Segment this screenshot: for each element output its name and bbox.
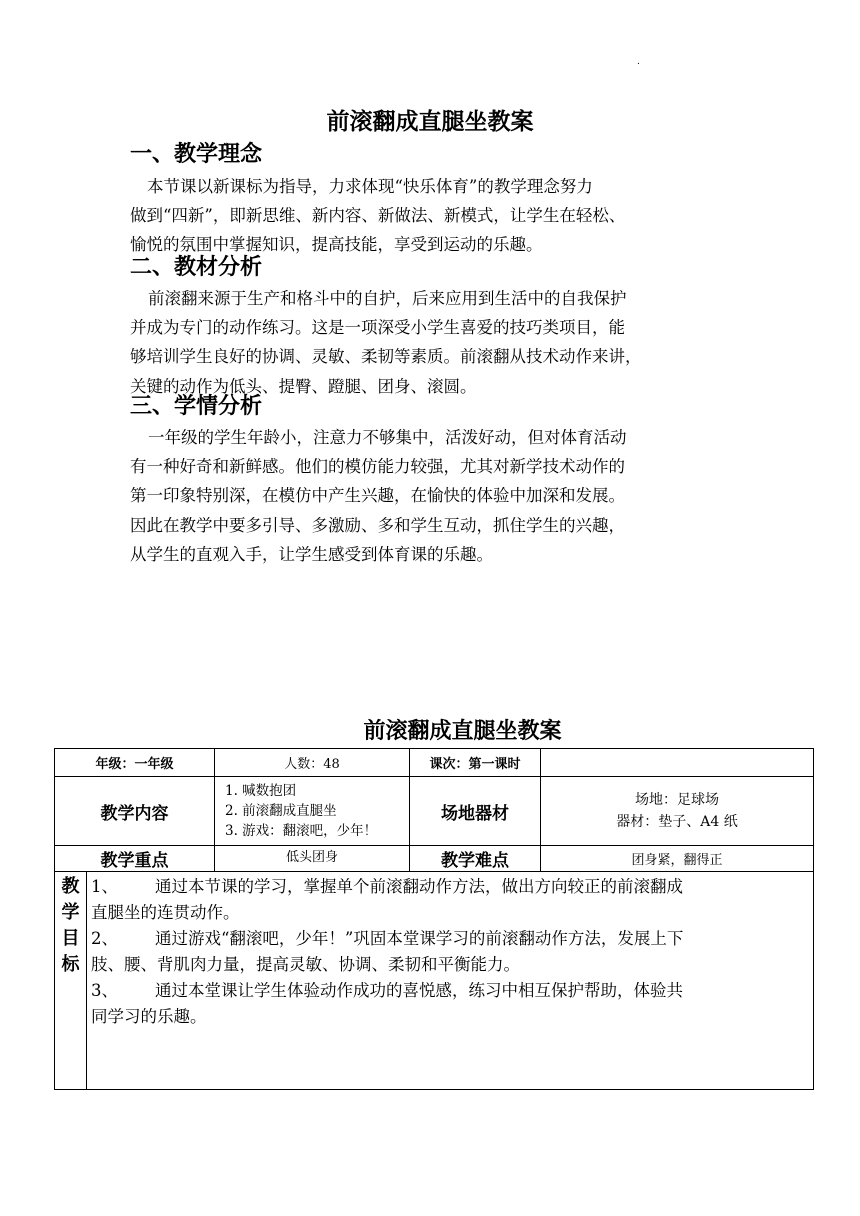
goal-item <box>91 978 809 1030</box>
content-list <box>215 777 410 846</box>
paragraph-line: 愉悦的氛围中掌握知识，提高技能，享受到运动的乐趣。 <box>130 235 543 255</box>
section-body-material <box>130 284 736 401</box>
table-row <box>55 777 814 846</box>
section-heading-material: 二、教材分析 <box>130 255 263 280</box>
table-row <box>55 872 814 1090</box>
venue-label: 场地器材 <box>410 777 541 846</box>
goal-text: 通过本堂课让学生体验动作成功的喜悦感，练习中相互保护帮助，体验共 <box>155 981 683 1000</box>
paragraph-line: 关键的动作为低头、提臀、蹬腿、团身、滚圆。 <box>130 376 477 396</box>
goal-text-continued: 直腿坐的连贯动作。 <box>91 903 240 922</box>
section-body-students <box>130 423 736 569</box>
paragraph-line: 前滚翻来源于生产和格斗中的自护，后来应用到生活中的自我保护 <box>148 289 627 308</box>
grade-cell: 年级：一年级 <box>55 749 215 777</box>
corner-dot: . <box>637 57 640 67</box>
paragraph-line: 做到“四新”，即新思维、新内容、新做法、新模式，让学生在轻松、 <box>130 206 626 226</box>
goal-text-continued: 肢、腰、背肌肉力量，提高灵敏、协调、柔韧和平衡能力。 <box>91 955 520 974</box>
venue-place: 场地：足球场 <box>635 792 720 808</box>
list-item: 2. 前滚翻成直腿坐 <box>225 803 337 819</box>
lesson-plan-table <box>54 748 814 1090</box>
goal-item <box>91 926 809 978</box>
goal-number: 3、 <box>91 981 118 1000</box>
difficulty-label: 教学难点 <box>410 846 541 872</box>
lesson-cell: 课次：第一课时 <box>410 749 541 777</box>
paragraph-line: 一年级的学生年龄小，注意力不够集中，活泼好动，但对体育活动 <box>148 428 627 447</box>
key-point-label: 教学重点 <box>55 846 215 872</box>
empty-cell <box>541 749 814 777</box>
paragraph-line: 第一印象特别深，在模仿中产生兴趣，在愉快的体验中加深和发展。 <box>130 486 625 506</box>
goals-label-char: 教 <box>61 876 80 897</box>
goal-text-continued: 同学习的乐趣。 <box>91 1007 207 1026</box>
goal-text: 通过本节课的学习，掌握单个前滚翻动作方法，做出方向较正的前滚翻成 <box>155 877 683 896</box>
goals-cell <box>87 872 814 1090</box>
difficulty-value: 团身紧，翻得正 <box>541 846 814 872</box>
paragraph-line: 并成为专门的动作练习。这是一项深受小学生喜爱的技巧类项目，能 <box>130 318 625 338</box>
venue-cell <box>541 777 814 846</box>
goals-label <box>55 872 87 1090</box>
count-cell: 人数：48 <box>215 749 410 777</box>
goal-text: 通过游戏“翻滚吧，少年！”巩固本堂课学习的前滚翻动作方法，发展上下 <box>155 929 684 948</box>
goals-label-char: 目 <box>61 928 80 949</box>
key-point-value: 低头团身 <box>215 846 410 872</box>
goal-number: 2、 <box>91 929 118 948</box>
venue-equipment: 器材：垫子、A4 纸 <box>616 814 738 830</box>
paragraph-line: 够培训学生良好的协调、灵敏、柔韧等素质。前滚翻从技术动作来讲， <box>130 347 642 367</box>
plan-title: 前滚翻成直腿坐教案 <box>363 719 562 744</box>
content-label: 教学内容 <box>55 777 215 846</box>
table-row <box>55 846 814 872</box>
goals-label-char: 标 <box>61 954 80 975</box>
goal-item <box>91 874 809 926</box>
paragraph-line: 有一种好奇和新鲜感。他们的模仿能力较强，尤其对新学技术动作的 <box>130 457 625 477</box>
goals-label-char: 学 <box>61 902 80 923</box>
section-heading-students: 三、学情分析 <box>130 394 263 419</box>
section-body-philosophy <box>130 172 736 260</box>
paragraph-line: 本节课以新课标为指导，力求体现“快乐体育”的教学理念努力 <box>147 177 593 196</box>
list-item: 1. 喊数抱团 <box>225 783 297 799</box>
section-heading-philosophy: 一、教学理念 <box>130 142 263 167</box>
list-item: 3. 游戏：翻滚吧，少年！ <box>225 823 378 839</box>
page-title: 前滚翻成直腿坐教案 <box>326 109 534 135</box>
goal-number: 1、 <box>91 877 118 896</box>
paragraph-line: 从学生的直观入手，让学生感受到体育课的乐趣。 <box>130 544 493 564</box>
table-row <box>55 749 814 777</box>
paragraph-line: 因此在教学中要多引导、多激励、多和学生互动，抓住学生的兴趣， <box>130 515 625 535</box>
